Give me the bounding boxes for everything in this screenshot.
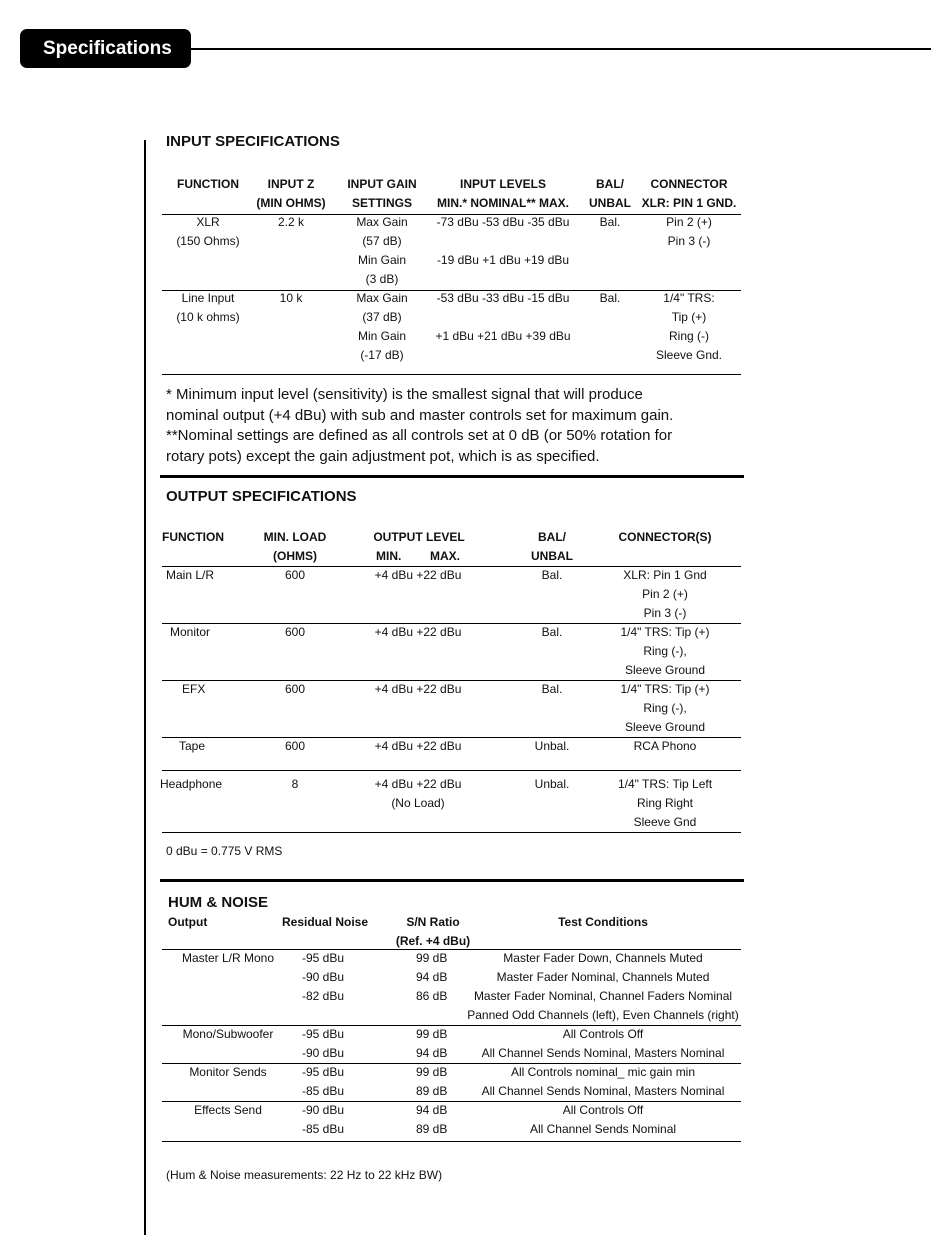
table-row: EFX — [182, 682, 206, 696]
input-cell: Max Gain (37 dB) Min Gain (-17 dB) — [356, 291, 408, 362]
output-cell: Bal. — [541, 682, 563, 696]
hum-cell: Master Fader Down, Channels Muted — [503, 951, 703, 965]
header-rule — [191, 48, 931, 50]
hum-cell: -90 dBu — [302, 1103, 345, 1117]
hum-cell: All Channel Sends Nominal, Masters Nominal — [481, 1084, 725, 1098]
output-cell: Bal. — [541, 625, 563, 639]
margin-rule — [144, 140, 146, 1235]
output-cell: +4 dBu +22 dBu (No Load) — [374, 777, 462, 810]
input-specs-title: INPUT SPECIFICATIONS — [166, 133, 340, 150]
hum-cell: -85 dBu — [302, 1084, 345, 1098]
table-row: Master L/R Mono — [181, 951, 275, 965]
output-header-level: OUTPUT LEVEL — [373, 530, 465, 544]
input-cell: 2.2 k — [277, 215, 304, 229]
output-header-bal: BAL/ UNBAL — [531, 530, 573, 563]
output-cell: 600 — [284, 568, 306, 582]
input-cell: Bal. — [599, 291, 621, 305]
hum-cell: -82 dBu — [302, 989, 345, 1003]
output-cell: 600 — [284, 625, 306, 639]
hum-cell: All Channel Sends Nominal, Masters Nominal — [481, 1046, 725, 1060]
output-bottom-rule — [162, 832, 741, 833]
hum-cell: 94 dB — [416, 1046, 448, 1060]
output-cell: Unbal. — [534, 739, 570, 753]
hum-cell: -95 dBu — [302, 1027, 345, 1041]
table-row: Monitor — [170, 625, 211, 639]
hum-cell: 86 dB — [416, 989, 448, 1003]
input-cell: Bal. — [599, 215, 621, 229]
hum-header-output: Output — [168, 915, 208, 929]
input-cell: 10 k — [279, 291, 303, 305]
hum-cell: -90 dBu — [302, 970, 345, 984]
hum-bottom-rule — [162, 1141, 741, 1142]
output-cell: 600 — [284, 739, 306, 753]
hum-noise-title: HUM & NOISE — [168, 894, 269, 911]
input-header-connector: CONNECTOR XLR: PIN 1 GND. — [641, 177, 737, 210]
input-bottom-rule — [162, 374, 741, 375]
hum-cell: 94 dB — [416, 1103, 448, 1117]
output-note: 0 dBu = 0.775 V RMS — [166, 844, 283, 858]
hum-cell: -90 dBu — [302, 1046, 345, 1060]
hum-header-sn: S/N Ratio (Ref. +4 dBu) — [395, 915, 471, 948]
hum-cell: 94 dB — [416, 970, 448, 984]
input-cell: -73 dBu -53 dBu -35 dBu — [436, 215, 570, 229]
input-header-function: FUNCTION — [177, 177, 239, 191]
hum-cell: 89 dB — [416, 1084, 448, 1098]
hum-cell: Master Fader Nominal, Channel Faders Nominal Panned Odd Channels (left), Even Channels (right) — [467, 989, 739, 1022]
output-cell: 8 — [291, 777, 299, 791]
table-row: XLR (150 Ohms) — [176, 215, 240, 248]
hum-cell: -95 dBu — [302, 951, 345, 965]
output-cell: XLR: Pin 1 Gnd Pin 2 (+) Pin 3 (-) — [623, 568, 707, 620]
table-row: Headphone — [160, 777, 223, 791]
output-cell: Bal. — [541, 568, 563, 582]
input-cell: +1 dBu +21 dBu +39 dBu — [435, 329, 571, 343]
hum-cell: Master Fader Nominal, Channels Muted — [496, 970, 710, 984]
input-header-impedance: INPUT Z (MIN OHMS) — [256, 177, 326, 210]
table-row: Main L/R — [166, 568, 215, 582]
output-cell: 1/4" TRS: Tip Left Ring Right Sleeve Gnd — [617, 777, 713, 829]
output-cell: RCA Phono — [633, 739, 697, 753]
table-row: Effects Send — [194, 1103, 262, 1117]
table-row: Monitor Sends — [189, 1065, 267, 1079]
output-row-rule — [162, 770, 741, 771]
section-divider — [160, 475, 744, 478]
hum-cell: All Controls nominal_ mic gain min — [510, 1065, 696, 1079]
output-specs-title: OUTPUT SPECIFICATIONS — [166, 488, 357, 505]
hum-cell: -95 dBu — [302, 1065, 345, 1079]
input-header-levels: INPUT LEVELS MIN.* NOMINAL** MAX. — [437, 177, 569, 210]
output-cell: +4 dBu +22 dBu — [374, 739, 462, 753]
input-footnotes: * Minimum input level (sensitivity) is the smallest signal that will produce nominal output (+4 dBu) with sub and master controls set for maximum gain. **Nominal settings are defined as all controls set at 0 dB (or 50% rotation for rotary pots) except the gain adjustment pot, which is as specified. — [166, 386, 674, 465]
output-header-max: MAX. — [430, 549, 460, 563]
hum-cell: -85 dBu — [302, 1122, 345, 1136]
output-header-connector: CONNECTOR(S) — [618, 530, 712, 544]
input-header-bal: BAL/ UNBAL — [589, 177, 631, 210]
input-cell: -53 dBu -33 dBu -15 dBu — [436, 291, 570, 305]
table-row: Line Input (10 k ohms) — [176, 291, 240, 324]
hum-cell: All Controls Off — [562, 1027, 644, 1041]
output-header-min: MIN. — [376, 549, 402, 563]
section-divider — [160, 879, 744, 882]
input-cell: 1/4" TRS: Tip (+) Ring (-) Sleeve Gnd. — [655, 291, 723, 362]
input-header-gain: INPUT GAIN SETTINGS — [347, 177, 417, 210]
hum-cell: All Controls Off — [562, 1103, 644, 1117]
input-cell: -19 dBu +1 dBu +19 dBu — [436, 253, 570, 267]
output-cell: 1/4" TRS: Tip (+) Ring (-), Sleeve Ground — [620, 682, 710, 734]
hum-cell: All Channel Sends Nominal — [529, 1122, 677, 1136]
output-cell: 600 — [284, 682, 306, 696]
hum-header-conditions: Test Conditions — [558, 915, 648, 929]
output-header-function: FUNCTION — [162, 530, 224, 544]
output-cell: +4 dBu +22 dBu — [374, 625, 462, 639]
hum-cell: 99 dB — [416, 1027, 448, 1041]
output-header-load: MIN. LOAD (OHMS) — [263, 530, 327, 563]
hum-note: (Hum & Noise measurements: 22 Hz to 22 kHz BW) — [166, 1168, 443, 1182]
hum-cell: 99 dB — [416, 951, 448, 965]
table-row: Mono/Subwoofer — [182, 1027, 274, 1041]
section-tab — [20, 29, 191, 68]
section-tab-label: Specifications — [43, 38, 172, 59]
hum-cell: 89 dB — [416, 1122, 448, 1136]
output-cell: Unbal. — [534, 777, 570, 791]
input-cell: Pin 2 (+) Pin 3 (-) — [666, 215, 712, 248]
hum-header-residual: Residual Noise — [282, 915, 369, 929]
table-row: Tape — [179, 739, 206, 753]
hum-cell: 99 dB — [416, 1065, 448, 1079]
output-cell: 1/4" TRS: Tip (+) Ring (-), Sleeve Ground — [620, 625, 710, 677]
output-cell: +4 dBu +22 dBu — [374, 682, 462, 696]
input-cell: Max Gain (57 dB) Min Gain (3 dB) — [356, 215, 408, 286]
output-cell: +4 dBu +22 dBu — [374, 568, 462, 582]
